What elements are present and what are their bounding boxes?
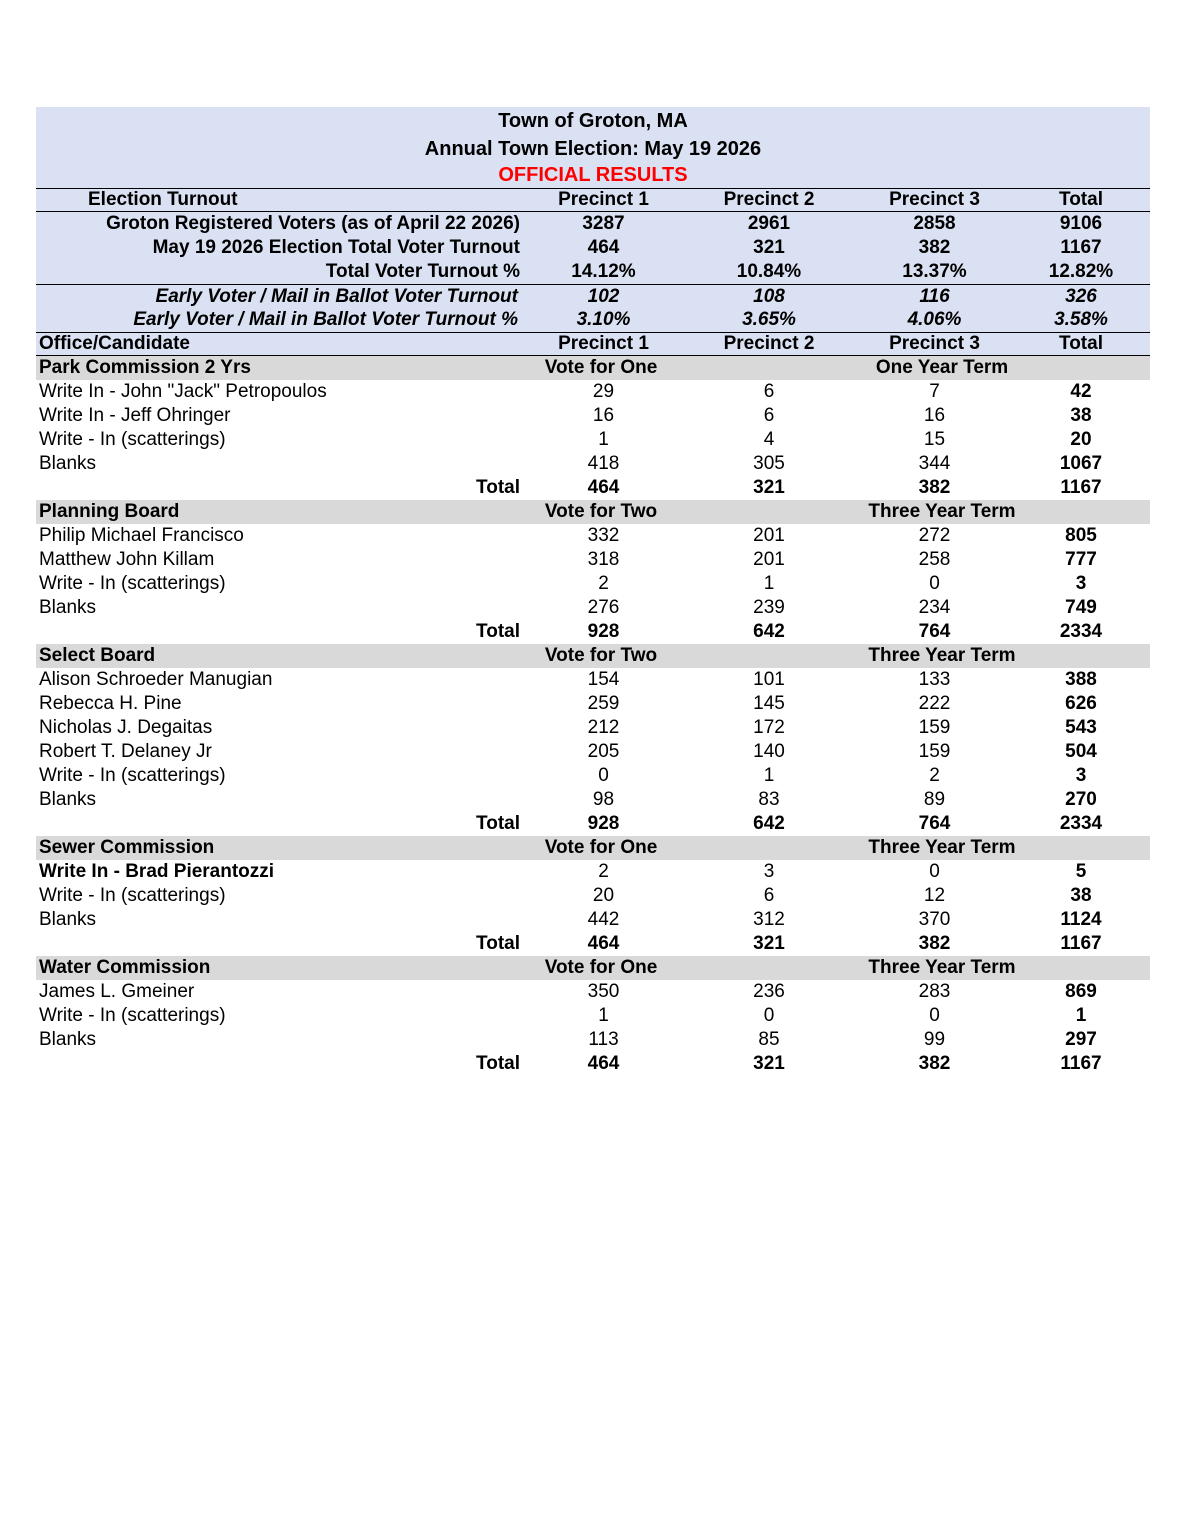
candidate-name: Write In - John "Jack" Petropoulos (39, 381, 327, 402)
turnout-value: 116 (919, 285, 950, 307)
total-value: 321 (753, 1053, 785, 1074)
vote-for-label: Vote for One (544, 957, 658, 978)
candidate-name: Blanks (39, 597, 97, 618)
turnout-value: 4.06% (907, 309, 962, 330)
candidate-votes: 7 (929, 381, 940, 402)
total-value: 928 (587, 813, 620, 834)
turnout-section (36, 188, 1150, 332)
candidate-votes: 2 (598, 573, 609, 594)
turnout-value: 1167 (1060, 237, 1102, 258)
turnout-value: 464 (587, 237, 620, 258)
candidate-name: Blanks (39, 1029, 97, 1050)
total-value: 642 (753, 621, 785, 642)
candidate-votes: 442 (587, 909, 620, 930)
office-section-row (36, 836, 1150, 860)
candidate-votes: 270 (1065, 789, 1097, 810)
vote-for-label: Vote for Two (544, 645, 658, 666)
turnout-value: 3.10% (576, 309, 631, 330)
turnout-value: 14.12% (571, 261, 636, 282)
candidate-votes: 236 (753, 981, 785, 1002)
office-heading-col: Precinct 1 (558, 333, 649, 354)
candidate-votes: 276 (587, 597, 620, 618)
candidate-votes: 344 (918, 453, 951, 474)
candidate-votes: 259 (587, 693, 620, 714)
total-value: 321 (753, 477, 785, 498)
candidate-row (36, 596, 1150, 620)
turnout-header-row (36, 188, 1150, 212)
candidate-name: Write In - Jeff Ohringer (39, 405, 231, 426)
turnout-row (36, 284, 1150, 308)
candidate-votes: 370 (918, 909, 951, 930)
candidate-votes: 133 (918, 669, 951, 690)
candidate-votes: 5 (1075, 861, 1087, 882)
turnout-value: 3.65% (742, 309, 796, 330)
candidate-row (36, 740, 1150, 764)
candidate-votes: 272 (918, 525, 951, 546)
candidate-votes: 2 (929, 765, 940, 786)
total-label: Total (476, 477, 520, 498)
vote-for-label: Vote for One (544, 837, 658, 858)
turnout-row (36, 212, 1150, 236)
turnout-row (36, 236, 1150, 260)
candidate-votes: 1067 (1059, 453, 1103, 474)
turnout-value: 102 (587, 285, 620, 307)
candidate-votes: 0 (929, 573, 940, 594)
candidate-votes: 6 (763, 381, 775, 402)
total-value: 382 (918, 1053, 951, 1074)
turnout-heading-col: Precinct 3 (889, 189, 980, 210)
total-label: Total (476, 933, 520, 954)
candidate-votes: 749 (1065, 597, 1097, 618)
candidate-row (36, 788, 1150, 812)
candidate-row (36, 860, 1150, 884)
candidate-votes: 350 (587, 981, 620, 1002)
candidate-votes: 6 (763, 885, 775, 906)
candidate-votes: 212 (587, 717, 620, 738)
candidate-row (36, 404, 1150, 428)
candidate-votes: 159 (918, 741, 951, 762)
total-value: 928 (587, 621, 620, 642)
total-row (36, 620, 1150, 644)
official-results-label: OFFICIAL RESULTS (498, 164, 688, 186)
total-value: 764 (918, 813, 951, 834)
turnout-heading-col: Total (1059, 189, 1103, 210)
candidate-votes: 38 (1070, 885, 1092, 906)
candidate-name: Philip Michael Francisco (39, 525, 244, 546)
term-label: One Year Term (875, 357, 1009, 378)
candidate-votes: 283 (918, 981, 951, 1002)
candidate-votes: 1 (763, 765, 775, 786)
candidate-votes: 318 (587, 549, 620, 570)
candidate-row (36, 980, 1150, 1004)
turnout-value: 10.84% (736, 261, 802, 282)
turnout-value: 108 (753, 285, 785, 307)
candidate-votes: 15 (923, 429, 946, 450)
candidate-votes: 42 (1070, 381, 1092, 402)
candidate-name: James L. Gmeiner (39, 981, 195, 1002)
candidate-row (36, 452, 1150, 476)
candidate-votes: 234 (918, 597, 951, 618)
candidate-votes: 1 (598, 429, 609, 450)
candidate-votes: 388 (1065, 669, 1097, 690)
total-value: 1167 (1060, 933, 1102, 954)
turnout-row (36, 308, 1150, 332)
turnout-value: 2858 (913, 213, 956, 234)
total-value: 2334 (1059, 621, 1103, 642)
turnout-row (36, 260, 1150, 284)
candidate-votes: 297 (1065, 1029, 1097, 1050)
candidate-votes: 2 (598, 861, 609, 882)
candidate-row (36, 380, 1150, 404)
office-name: Sewer Commission (39, 837, 215, 858)
candidate-row (36, 1028, 1150, 1052)
candidate-row (36, 668, 1150, 692)
candidate-votes: 16 (923, 405, 946, 426)
total-row (36, 812, 1150, 836)
term-label: Three Year Term (868, 837, 1016, 858)
turnout-value: 9106 (1059, 213, 1103, 234)
turnout-value: 2961 (747, 213, 791, 234)
candidate-votes: 20 (592, 885, 615, 906)
candidate-votes: 869 (1065, 981, 1097, 1002)
total-value: 464 (587, 933, 620, 954)
office-heading-col: Precinct 2 (723, 333, 815, 354)
turnout-value: 12.82% (1048, 261, 1114, 282)
office-header-row (36, 332, 1150, 356)
total-value: 321 (753, 933, 785, 954)
candidate-name: Matthew John Killam (39, 549, 215, 570)
election-title: Annual Town Election: May 19 2026 (424, 137, 762, 160)
turnout-row-label: Total Voter Turnout % (325, 261, 520, 282)
candidate-votes: 258 (918, 549, 951, 570)
candidate-votes: 504 (1065, 741, 1097, 762)
candidate-votes: 626 (1065, 693, 1097, 714)
candidate-votes: 99 (923, 1029, 946, 1050)
candidate-name: Blanks (39, 453, 97, 474)
candidate-votes: 805 (1065, 525, 1097, 546)
candidate-row (36, 548, 1150, 572)
candidate-name: Blanks (39, 789, 97, 810)
candidate-votes: 20 (1070, 429, 1092, 450)
total-value: 2334 (1059, 813, 1103, 834)
candidate-name: Write - In (scatterings) (39, 765, 226, 786)
candidate-votes: 205 (587, 741, 620, 762)
candidate-votes: 172 (753, 717, 785, 738)
candidate-name: Rebecca H. Pine (39, 693, 182, 714)
vote-for-label: Vote for Two (544, 501, 658, 522)
term-label: Three Year Term (868, 957, 1016, 978)
candidate-name: Blanks (39, 909, 97, 930)
total-value: 464 (587, 1053, 620, 1074)
candidate-votes: 154 (587, 669, 620, 690)
candidate-votes: 201 (753, 549, 785, 570)
candidate-votes: 0 (763, 1005, 775, 1026)
turnout-value: 326 (1065, 285, 1097, 307)
term-label: Three Year Term (868, 501, 1016, 522)
candidate-votes: 777 (1065, 549, 1097, 570)
office-name: Water Commission (39, 957, 211, 978)
candidate-votes: 98 (592, 789, 615, 810)
candidate-votes: 1124 (1060, 909, 1102, 930)
total-value: 642 (753, 813, 785, 834)
report-status-row (36, 162, 1150, 188)
office-section-row (36, 956, 1150, 980)
office-section-row (36, 356, 1150, 380)
candidate-votes: 418 (587, 453, 620, 474)
candidate-votes: 3 (1075, 765, 1087, 786)
candidate-votes: 3 (763, 861, 775, 882)
town-title: Town of Groton, MA (498, 110, 688, 132)
candidate-votes: 38 (1070, 405, 1092, 426)
office-name: Park Commission 2 Yrs (39, 357, 251, 378)
candidate-votes: 0 (929, 1005, 940, 1026)
office-section-row (36, 500, 1150, 524)
candidate-votes: 0 (598, 765, 609, 786)
turnout-row-label: Early Voter / Mail in Ballot Voter Turnout (155, 285, 518, 307)
turnout-value: 321 (753, 237, 785, 258)
candidate-votes: 0 (929, 861, 940, 882)
candidate-name: Write - In (scatterings) (39, 429, 226, 450)
candidate-row (36, 1004, 1150, 1028)
total-value: 382 (918, 477, 951, 498)
turnout-row-label: Groton Registered Voters (as of April 22 2026) (106, 213, 520, 234)
candidate-row (36, 764, 1150, 788)
turnout-value: 3.58% (1054, 309, 1108, 330)
candidate-votes: 222 (918, 693, 951, 714)
total-label: Total (476, 1053, 520, 1074)
total-row (36, 1052, 1150, 1076)
candidate-votes: 101 (753, 669, 785, 690)
candidate-votes: 85 (758, 1029, 780, 1050)
candidate-votes: 201 (753, 525, 785, 546)
candidate-row (36, 908, 1150, 932)
candidate-votes: 159 (918, 717, 951, 738)
candidate-votes: 4 (763, 429, 775, 450)
candidate-row (36, 716, 1150, 740)
term-label: Three Year Term (868, 645, 1016, 666)
candidate-votes: 83 (758, 789, 780, 810)
candidate-votes: 3 (1075, 573, 1087, 594)
total-value: 1167 (1060, 1053, 1102, 1074)
candidate-votes: 312 (753, 909, 785, 930)
turnout-heading-col: Precinct 2 (723, 189, 815, 210)
vote-for-label: Vote for One (544, 357, 658, 378)
report-title (36, 107, 1150, 135)
candidate-votes: 1 (598, 1005, 609, 1026)
turnout-heading-label: Election Turnout (88, 189, 238, 210)
election-results-sheet (36, 107, 1150, 1076)
candidate-votes: 29 (592, 381, 615, 402)
candidate-votes: 145 (753, 693, 785, 714)
total-value: 382 (918, 933, 951, 954)
candidate-votes: 332 (587, 525, 620, 546)
offices-section (36, 332, 1150, 1076)
candidate-votes: 305 (753, 453, 785, 474)
turnout-row-label: Early Voter / Mail in Ballot Voter Turnout % (133, 309, 518, 330)
office-name: Planning Board (39, 501, 180, 522)
candidate-row (36, 884, 1150, 908)
candidate-name: Write - In (scatterings) (39, 885, 226, 906)
office-name: Select Board (39, 645, 156, 666)
candidate-name: Alison Schroeder Manugian (39, 669, 273, 690)
candidate-votes: 12 (923, 885, 946, 906)
turnout-value: 3287 (582, 213, 625, 234)
candidate-row (36, 572, 1150, 596)
candidate-votes: 1 (763, 573, 775, 594)
candidate-votes: 6 (763, 405, 775, 426)
office-heading-col: Total (1059, 333, 1103, 354)
candidate-votes: 16 (592, 405, 615, 426)
candidate-name: Write - In (scatterings) (39, 1005, 226, 1026)
turnout-row-label: May 19 2026 Election Total Voter Turnout (152, 237, 520, 258)
total-value: 464 (587, 477, 620, 498)
office-section-row (36, 644, 1150, 668)
candidate-row (36, 428, 1150, 452)
candidate-name: Write In - Brad Pierantozzi (39, 861, 275, 882)
total-label: Total (476, 813, 520, 834)
candidate-name: Write - In (scatterings) (39, 573, 226, 594)
total-label: Total (476, 621, 520, 642)
candidate-row (36, 524, 1150, 548)
candidate-votes: 239 (753, 597, 785, 618)
candidate-votes: 89 (923, 789, 946, 810)
total-value: 764 (918, 621, 951, 642)
office-heading-col: Precinct 3 (889, 333, 980, 354)
total-value: 1167 (1060, 477, 1102, 498)
candidate-votes: 140 (753, 741, 785, 762)
turnout-value: 13.37% (902, 261, 967, 282)
candidate-row (36, 692, 1150, 716)
turnout-value: 382 (918, 237, 951, 258)
candidate-votes: 1 (1075, 1005, 1087, 1026)
total-row (36, 476, 1150, 500)
candidate-votes: 543 (1065, 717, 1097, 738)
turnout-heading-col: Precinct 1 (558, 189, 649, 210)
total-row (36, 932, 1150, 956)
report-subtitle-row (36, 135, 1150, 162)
office-candidate-heading: Office/Candidate (39, 333, 190, 354)
candidate-name: Nicholas J. Degaitas (39, 717, 213, 738)
candidate-name: Robert T. Delaney Jr (39, 741, 212, 762)
candidate-votes: 113 (588, 1029, 619, 1050)
